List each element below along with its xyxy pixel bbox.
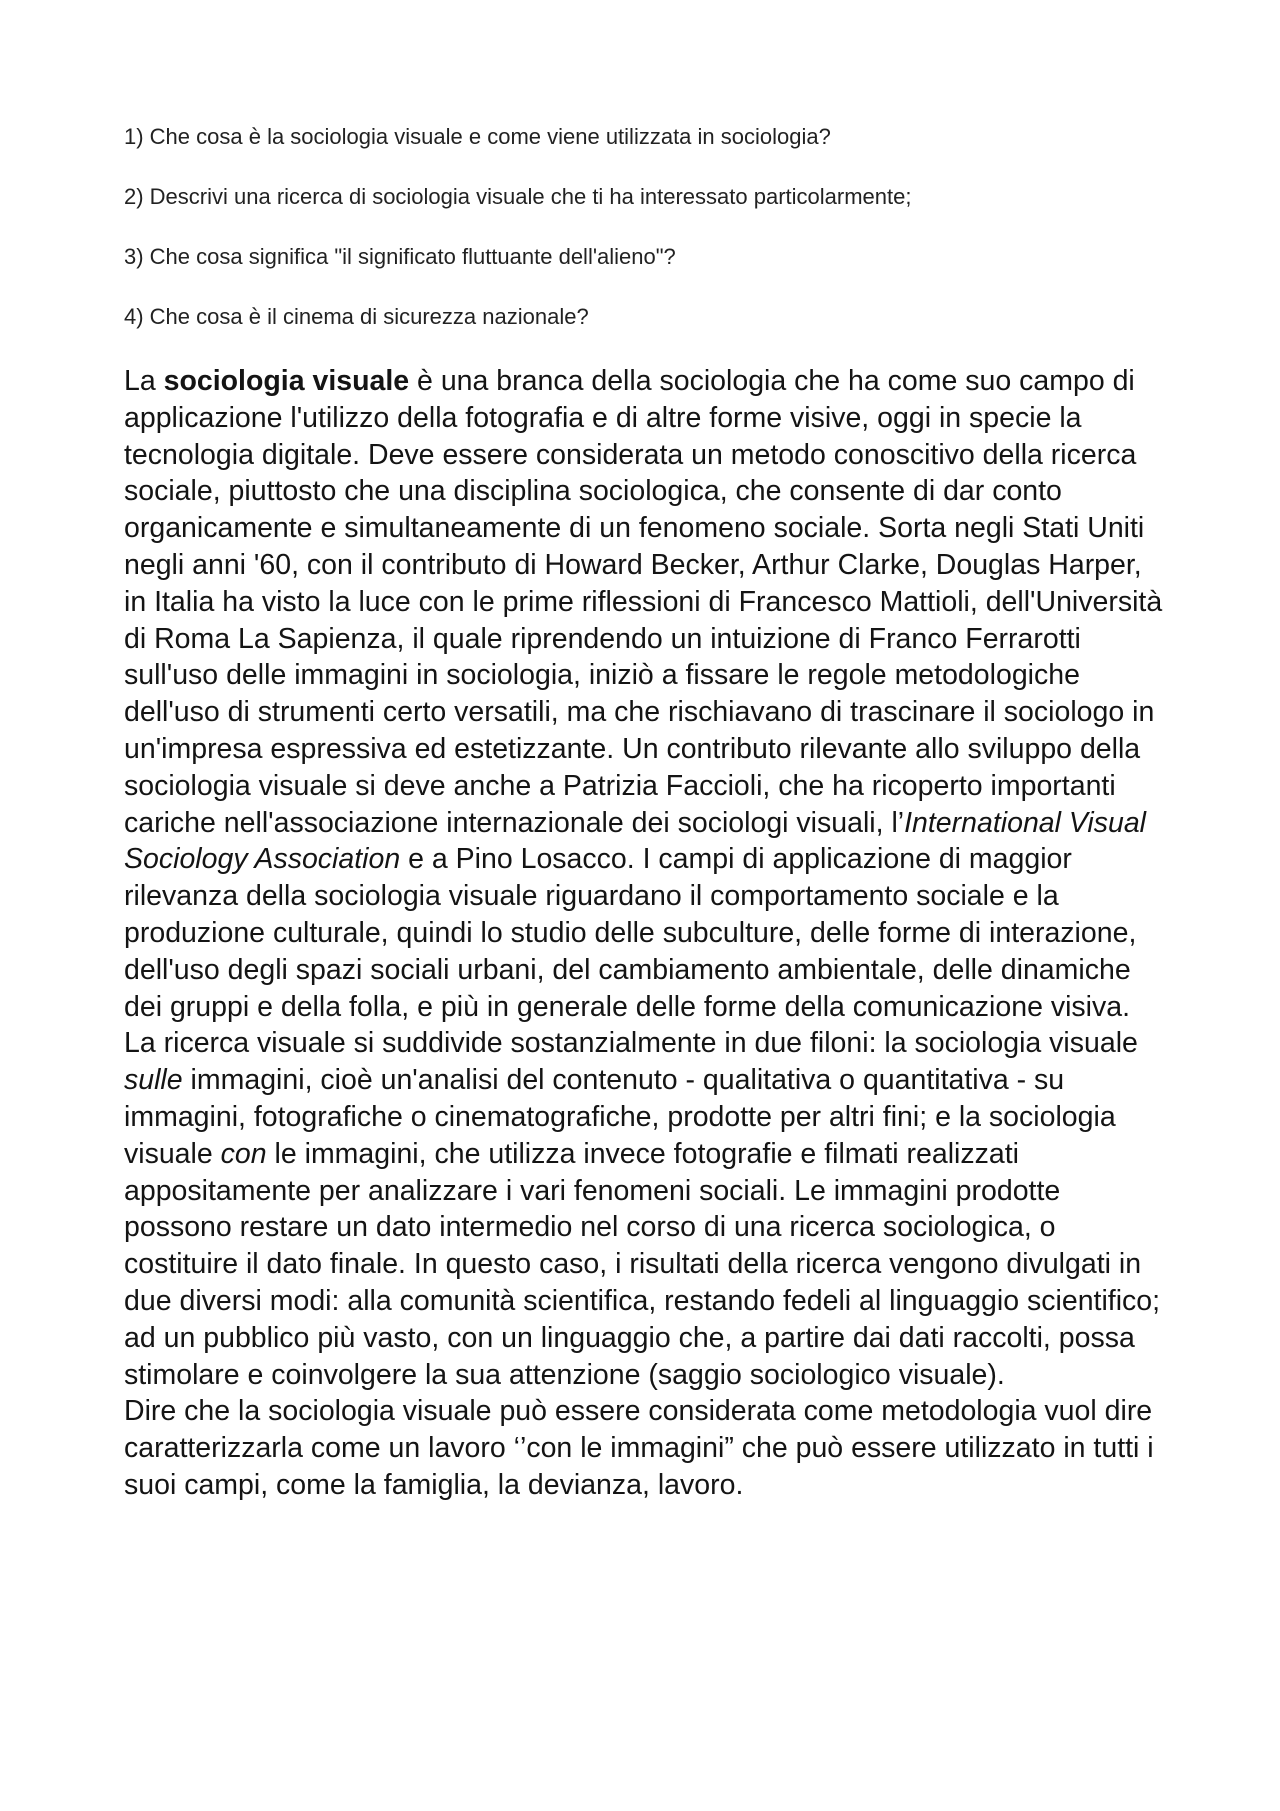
essay-text: e a Pino Losacco. I campi di applicazione di maggior rilevanza della sociologia visuale riguardano il comportamento sociale e la produzione culturale, quindi lo studio delle subculture, delle forme di interazione, dell'uso degli spazi sociali urbani, del cambiamento ambientale, delle dinamiche dei gruppi e della folla, e più in generale delle forme della comunicazione visiva. La ricerca visuale si suddivide sostanzialmente in due filoni: la sociologia visuale xyxy=(124,843,1138,1060)
question-item: 1) Che cosa è la sociologia visuale e come viene utilizzata in sociologia? xyxy=(124,124,831,149)
question-item: 2) Descrivi una ricerca di sociologia visuale che ti ha interessato particolarmente; xyxy=(124,184,912,209)
question-item: 4) Che cosa è il cinema di sicurezza nazionale? xyxy=(124,304,589,329)
essay-text: immagini, cioè un'analisi del contenuto - qualitativa o quantitativa - su immagini, fotografiche o cinematografiche, prodotte per altri fini; e la sociologia visuale xyxy=(124,1064,1116,1170)
association-name: International Visual Sociology Association xyxy=(124,806,1147,876)
essay-text: le immagini, che utilizza invece fotografie e filmati realizzati appositamente per analizzare i vari fenomeni sociali. Le immagini prodotte possono restare un dato intermedio nel corso di una ricerca sociologica, o costituire il dato finale. In questo caso, i risultati della ricerca vengono divulgati in due diversi modi: alla comunità scientifica, restando fedeli al linguaggio scientifico; ad un pubblico più vasto, con un linguaggio che, a partire dai dati raccolti, possa stimolare e coinvolgere la sua attenzione (saggio sociologico visuale). xyxy=(124,1137,1161,1391)
question-list xyxy=(124,122,1164,362)
question-item: 3) Che cosa significa "il significato fluttuante dell'alieno"? xyxy=(124,244,676,269)
essay-body xyxy=(124,363,1164,1504)
essay-intro: La xyxy=(124,365,164,397)
emphasis-sulle: sulle xyxy=(124,1064,183,1097)
essay-text: è una branca della sociologia che ha come suo campo di applicazione l'utilizzo della fotografia e di altre forme visive, oggi in specie la tecnologia digitale. Deve essere considerata un metodo conoscitivo della ricerca sociale, piuttosto che una disciplina sociologica, che consente di dar conto organicamente e simultaneamente di un fenomeno sociale. Sorta negli Stati Uniti negli anni '60, con il contributo di Howard Becker, Arthur Clarke, Douglas Harper, in Italia ha visto la luce con le prime riflessioni di Francesco Mattioli, dell'Università di Roma La Sapienza, il quale riprendendo un intuizione di Franco Ferrarotti sull'uso delle immagini in sociologia, iniziò a fissare le regole metodologiche dell'uso di strumenti certo versatili, ma che rischiavano di trascinare il sociologo in un'impresa espressiva ed estetizzante. Un contributo rilevante allo sviluppo della sociologia visuale si deve anche a Patrizia Faccioli, che ha ricoperto importanti cariche nell'associazione internazionale dei sociologi visuali, l’ xyxy=(124,365,1163,839)
key-term: sociologia visuale xyxy=(163,365,410,397)
emphasis-con: con xyxy=(220,1137,267,1170)
essay-paragraph: Dire che la sociologia visuale può essere considerata come metodologia vuol dire caratterizzarla come un lavoro ‘’con le immagini” che può essere utilizzato in tutti i suoi campi, come la famiglia, la devianza, lavoro. xyxy=(124,1395,1154,1501)
essay-paragraph xyxy=(124,363,1164,1393)
